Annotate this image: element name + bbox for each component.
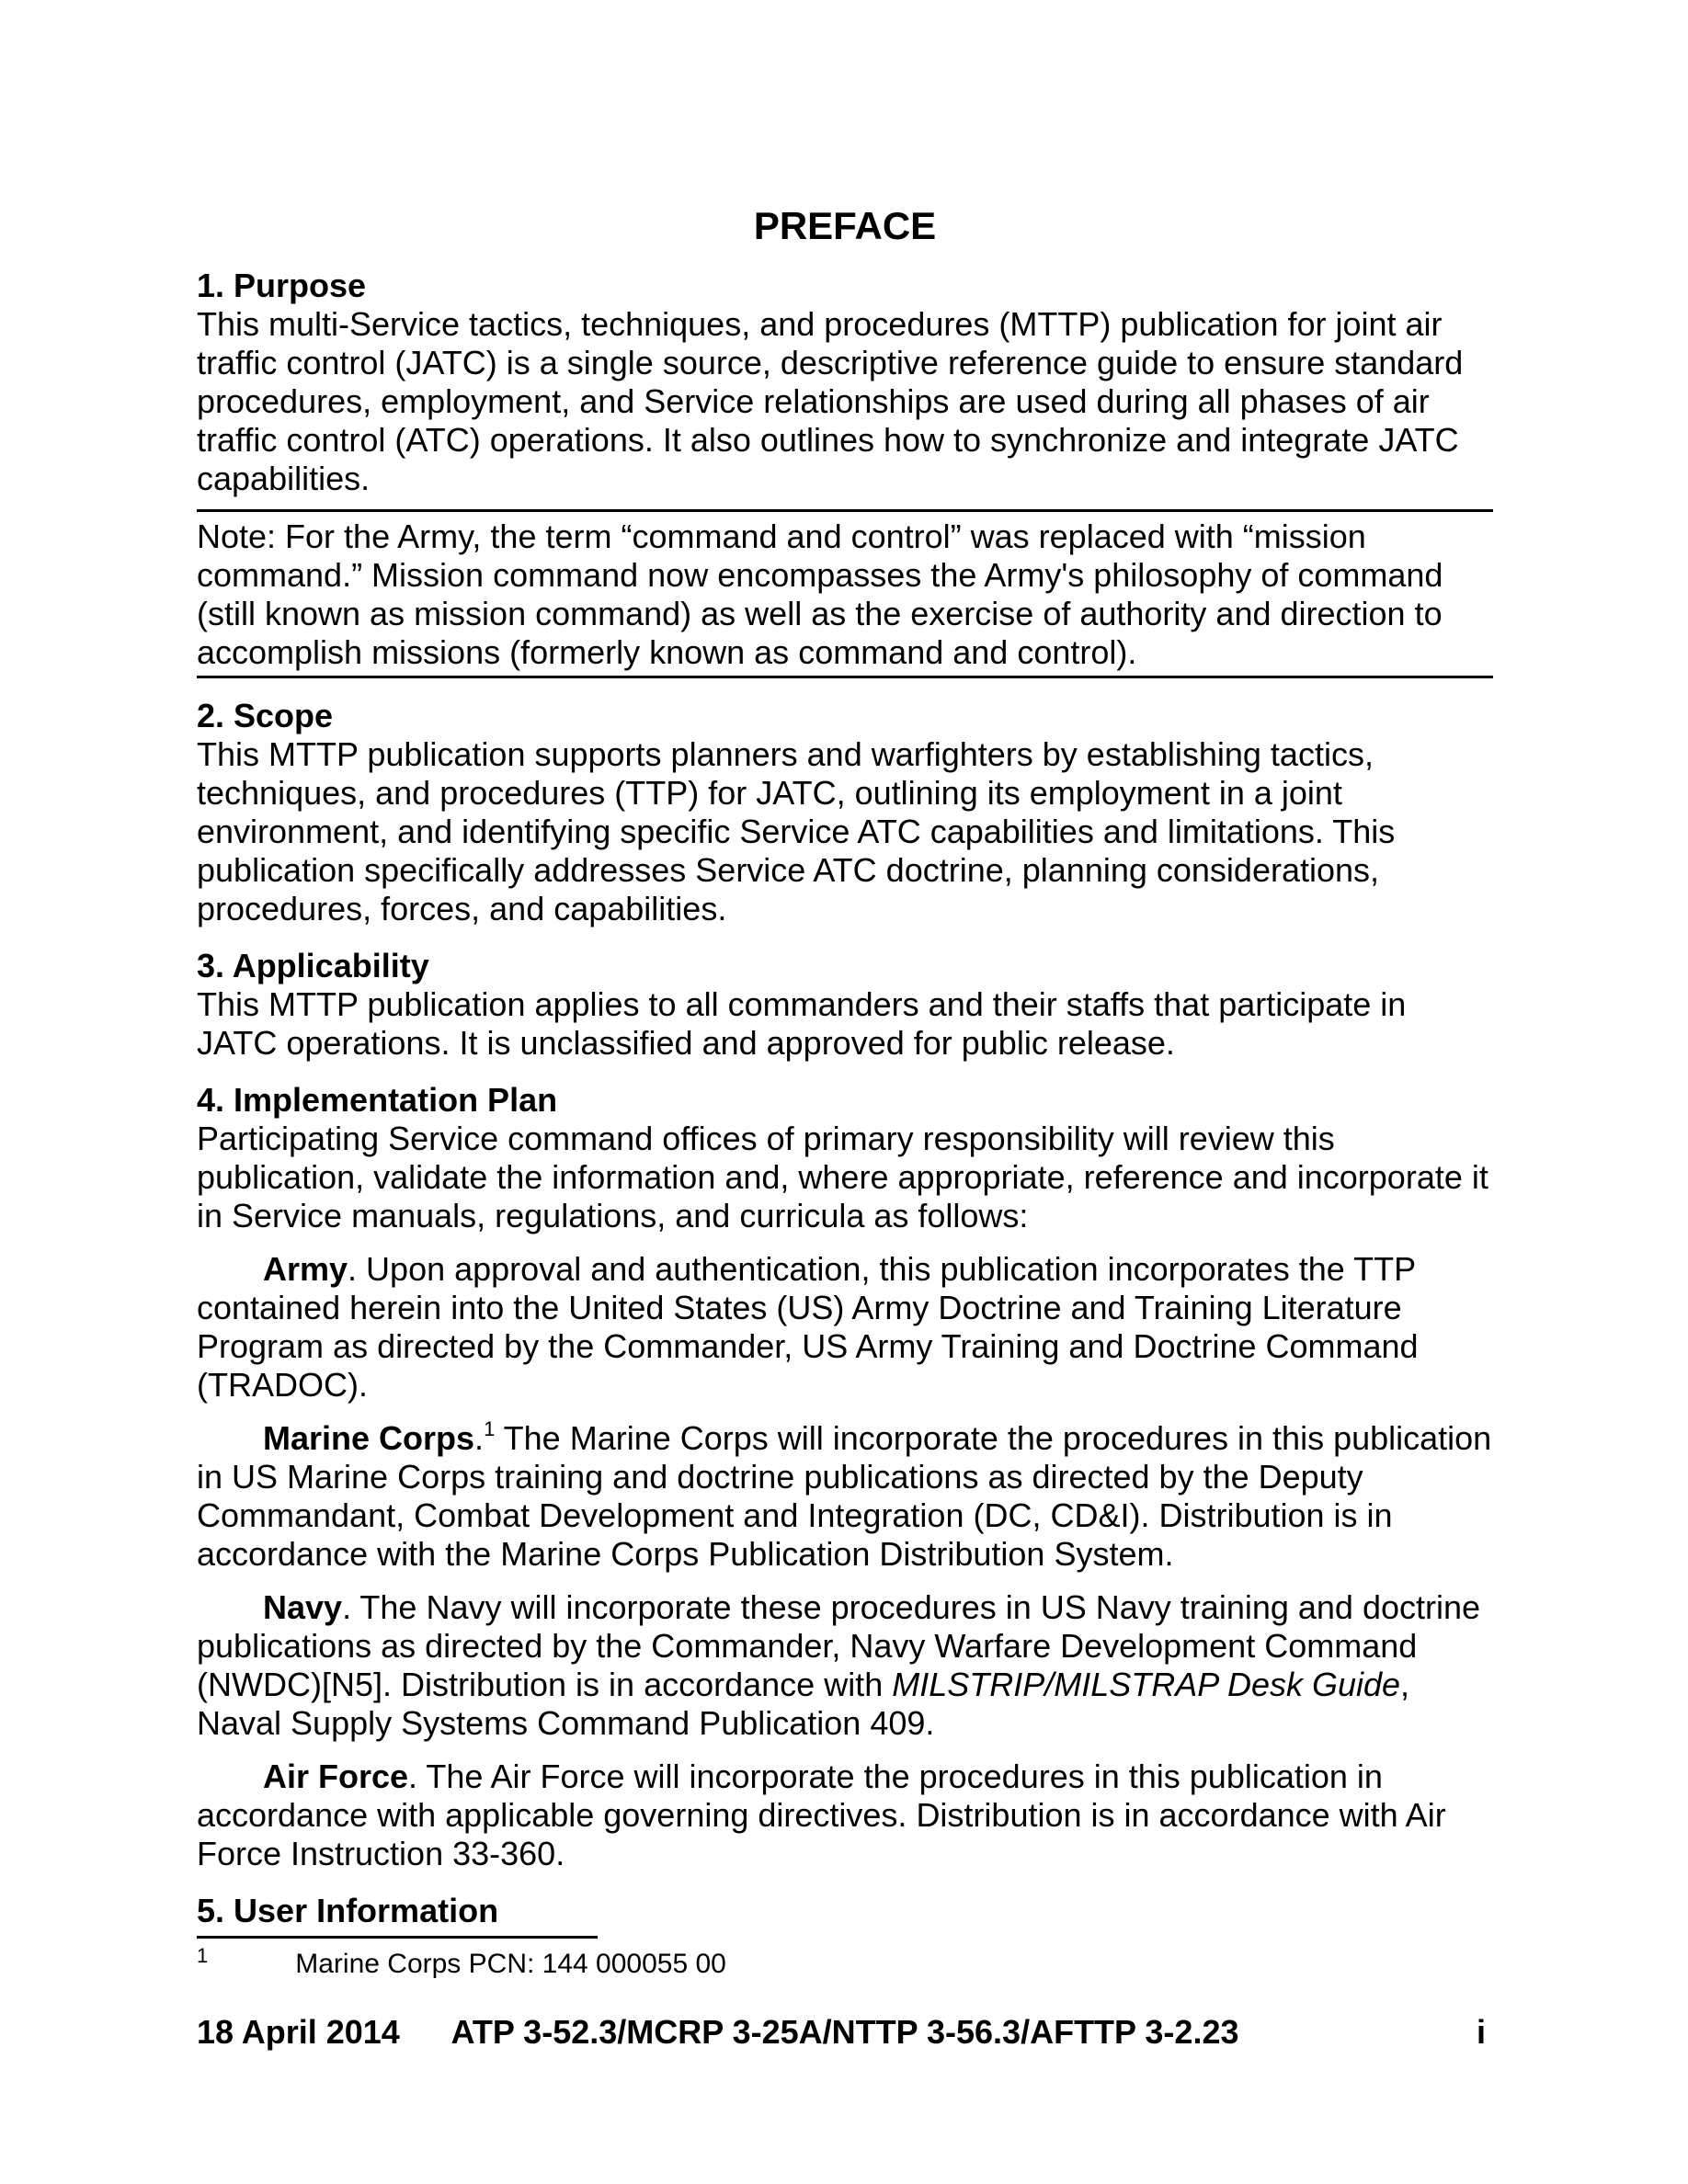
text-segment: Navy: [263, 1588, 343, 1626]
text-segment: . Upon approval and authentication, this publication incorporates the TTP contained herein into the United States (US) Army Doctrine and Training Literature Program as directed by the Commander, US Army Training and Doctrine Command (TRADOC).: [197, 1250, 1419, 1404]
footnote-marker: 1: [197, 1944, 209, 1967]
paragraph: [197, 735, 1493, 928]
footnote-separator-rule: [197, 1936, 598, 1939]
footer-date: 18 April 2014: [197, 2013, 400, 2051]
section-heading: 2. Scope: [197, 697, 334, 734]
paragraph: [197, 1250, 1493, 1405]
text-segment: .: [474, 1419, 485, 1457]
text-segment: This MTTP publication applies to all commanders and their staffs that participate in JATC operations. It is unclassified and approved for public release.: [197, 985, 1407, 1062]
paragraph: [197, 1120, 1493, 1235]
footer-publication-id: ATP 3-52.3/MCRP 3-25A/NTTP 3-56.3/AFTTP 3-2.23: [451, 2013, 1239, 2051]
paragraph: [197, 1419, 1493, 1574]
note-block: [197, 509, 1493, 678]
text-segment: Air Force: [263, 1757, 409, 1795]
text-segment: This multi-Service tactics, techniques, and procedures (MTTP) publication for joint air traffic control (JATC) is a single source, descriptive reference guide to ensure standard procedures, employment, and Service relationships are used during all phases of air traffic control (ATC) operations. It also outlines how to synchronize and integrate JATC capabilities.: [197, 305, 1464, 497]
text-segment: , Naval Supply Systems Command Publication 409.: [197, 1666, 1410, 1742]
text-segment: The Marine Corps will incorporate the procedures in this publication in US Marine Corps training and doctrine publications as directed by the Deputy Commandant, Combat Development and Integration (DC, CD&I). Distribution is in accordance with the Marine Corps Publication Distribution System.: [197, 1419, 1492, 1573]
text-segment: . The Navy will incorporate these procedures in US Navy training and doctrine publications as directed by the Commander, Navy Warfare Development Command (NWDC)[N5]. Distribution is in accordance with: [197, 1588, 1481, 1703]
footnote-reference: 1: [484, 1417, 496, 1440]
page-footer: [197, 2013, 1493, 2057]
footnote-text: Marine Corps PCN: 144 000055 00: [295, 1949, 726, 1979]
text-segment: . The Air Force will incorporate the procedures in this publication in accordance with applicable governing directives. Distribution is in accordance with Air Force Instruction 33-360.: [197, 1757, 1446, 1872]
footer-page-number: i: [1476, 2013, 1486, 2051]
preface-body: [197, 267, 1493, 1930]
page-title: PREFACE: [753, 204, 937, 247]
section-heading: 1. Purpose: [197, 267, 367, 304]
paragraph: [197, 1757, 1493, 1873]
paragraph: [197, 305, 1493, 498]
text-segment: Participating Service command offices of primary responsibility will review this publication, validate the information and, where appropriate, reference and incorporate it in Service manuals, regulations, and curricula as follows:: [197, 1120, 1488, 1234]
text-segment: This MTTP publication supports planners and warfighters by establishing tactics, techniques, and procedures (TTP) for JATC, outlining its employment in a joint environment, and identifying specific Service ATC capabilities and limitations. This publication specifically addresses Service ATC doctrine, planning considerations, procedures, forces, and capabilities.: [197, 735, 1396, 927]
footnote-line: [197, 1944, 1493, 1981]
page-content: [197, 204, 1493, 1930]
text-segment: Note: For the Army, the term “command and control” was replaced with “mission command.” Mission command now encompasses the Army's philosophy of command (still known as mission command) as well as the exercise of authority and direction to accomplish missions (formerly known as command and control).: [197, 518, 1443, 671]
footnote-area: [197, 1936, 1493, 1981]
text-segment: Marine Corps: [263, 1419, 475, 1457]
paragraph: [197, 985, 1493, 1063]
section-heading: 4. Implementation Plan: [197, 1081, 558, 1119]
section-heading: 5. User Information: [197, 1892, 499, 1929]
section-heading: 3. Applicability: [197, 947, 429, 984]
text-segment: Army: [263, 1250, 348, 1288]
text-segment: MILSTRIP/MILSTRAP Desk Guide: [892, 1666, 1401, 1703]
paragraph: [197, 1588, 1493, 1743]
